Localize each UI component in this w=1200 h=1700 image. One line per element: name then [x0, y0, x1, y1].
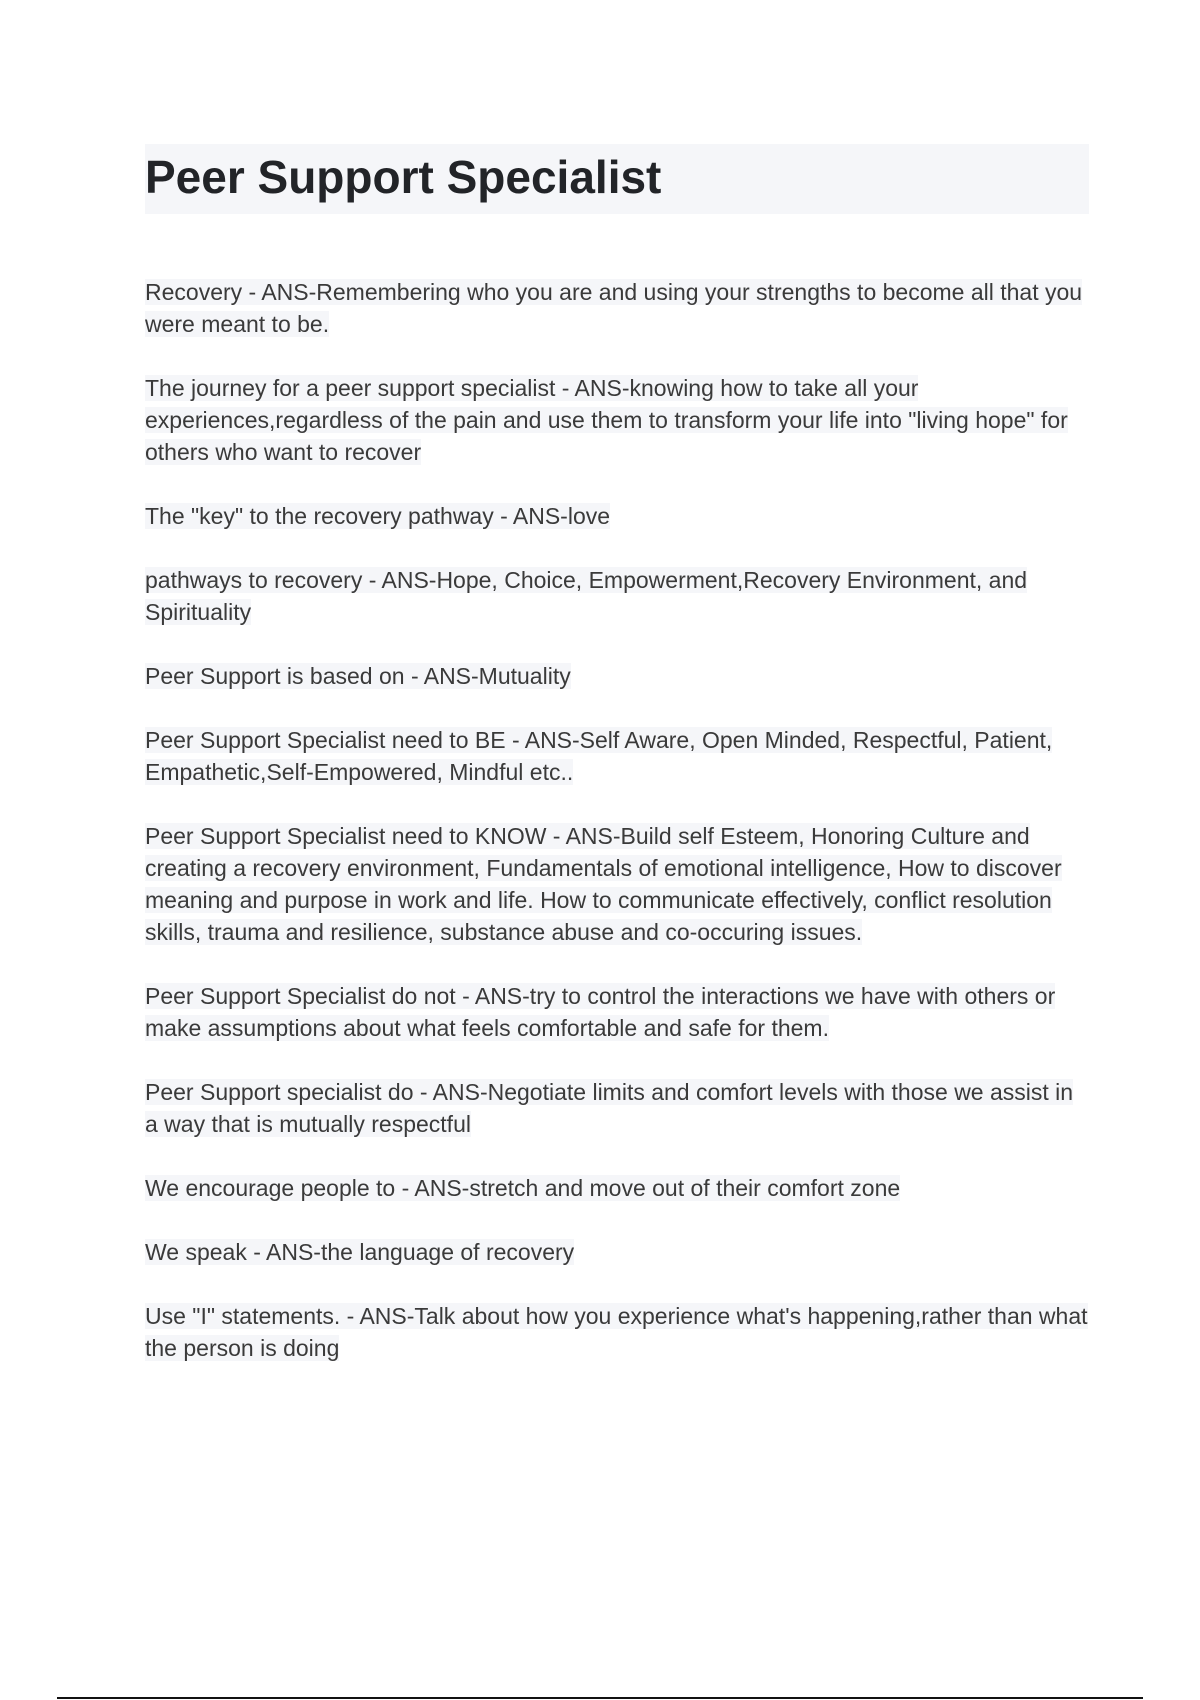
- qa-list: [145, 276, 1089, 1396]
- qa-entry: [145, 820, 1089, 948]
- title-block: [145, 144, 1089, 214]
- qa-entry-text: Use "I" statements. - ANS-Talk about how you experience what's happening,rather than what the person is doing: [145, 1303, 1088, 1361]
- qa-entry-text: Peer Support is based on - ANS-Mutuality: [145, 663, 571, 689]
- qa-entry-text: pathways to recovery - ANS-Hope, Choice, Empowerment,Recovery Environment, and Spirituality: [145, 567, 1028, 625]
- qa-entry-text: We speak - ANS-the language of recovery: [145, 1239, 575, 1265]
- qa-entry: [145, 276, 1089, 340]
- qa-entry-text: Peer Support Specialist need to BE - ANS-Self Aware, Open Minded, Respectful, Patient, Empathetic,Self-Empowered, Mindful etc..: [145, 727, 1053, 785]
- qa-entry: [145, 500, 1089, 532]
- qa-entry-text: The journey for a peer support specialist - ANS-knowing how to take all your experiences,regardless of the pain and use them to transform your life into "living hope" for others who want to recover: [145, 375, 1068, 465]
- qa-entry: [145, 724, 1089, 788]
- qa-entry-text: We encourage people to - ANS-stretch and move out of their comfort zone: [145, 1175, 901, 1201]
- qa-entry-text: Peer Support specialist do - ANS-Negotiate limits and comfort levels with those we assist in a way that is mutually respectful: [145, 1079, 1074, 1137]
- qa-entry: [145, 1236, 1089, 1268]
- qa-entry-text: Peer Support Specialist need to KNOW - ANS-Build self Esteem, Honoring Culture and creating a recovery environment, Fundamentals of emotional intelligence, How to discover meaning and purpose in work and life. How to communicate effectively, conflict resolution skills, trauma and resilience, substance abuse and co-occuring issues.: [145, 823, 1062, 945]
- qa-entry: [145, 980, 1089, 1044]
- qa-entry-text: The "key" to the recovery pathway - ANS-love: [145, 503, 611, 529]
- page-title: Peer Support Specialist: [145, 151, 662, 203]
- qa-entry-text: Peer Support Specialist do not - ANS-try to control the interactions we have with others or make assumptions about what feels comfortable and safe for them.: [145, 983, 1056, 1041]
- qa-entry: [145, 1172, 1089, 1204]
- qa-entry: [145, 1076, 1089, 1140]
- qa-entry-text: Recovery - ANS-Remembering who you are and using your strengths to become all that you were meant to be.: [145, 279, 1083, 337]
- qa-entry: [145, 660, 1089, 692]
- qa-entry: [145, 564, 1089, 628]
- qa-entry: [145, 1300, 1089, 1364]
- page-bottom-rule: [57, 1697, 1143, 1699]
- qa-entry: [145, 372, 1089, 468]
